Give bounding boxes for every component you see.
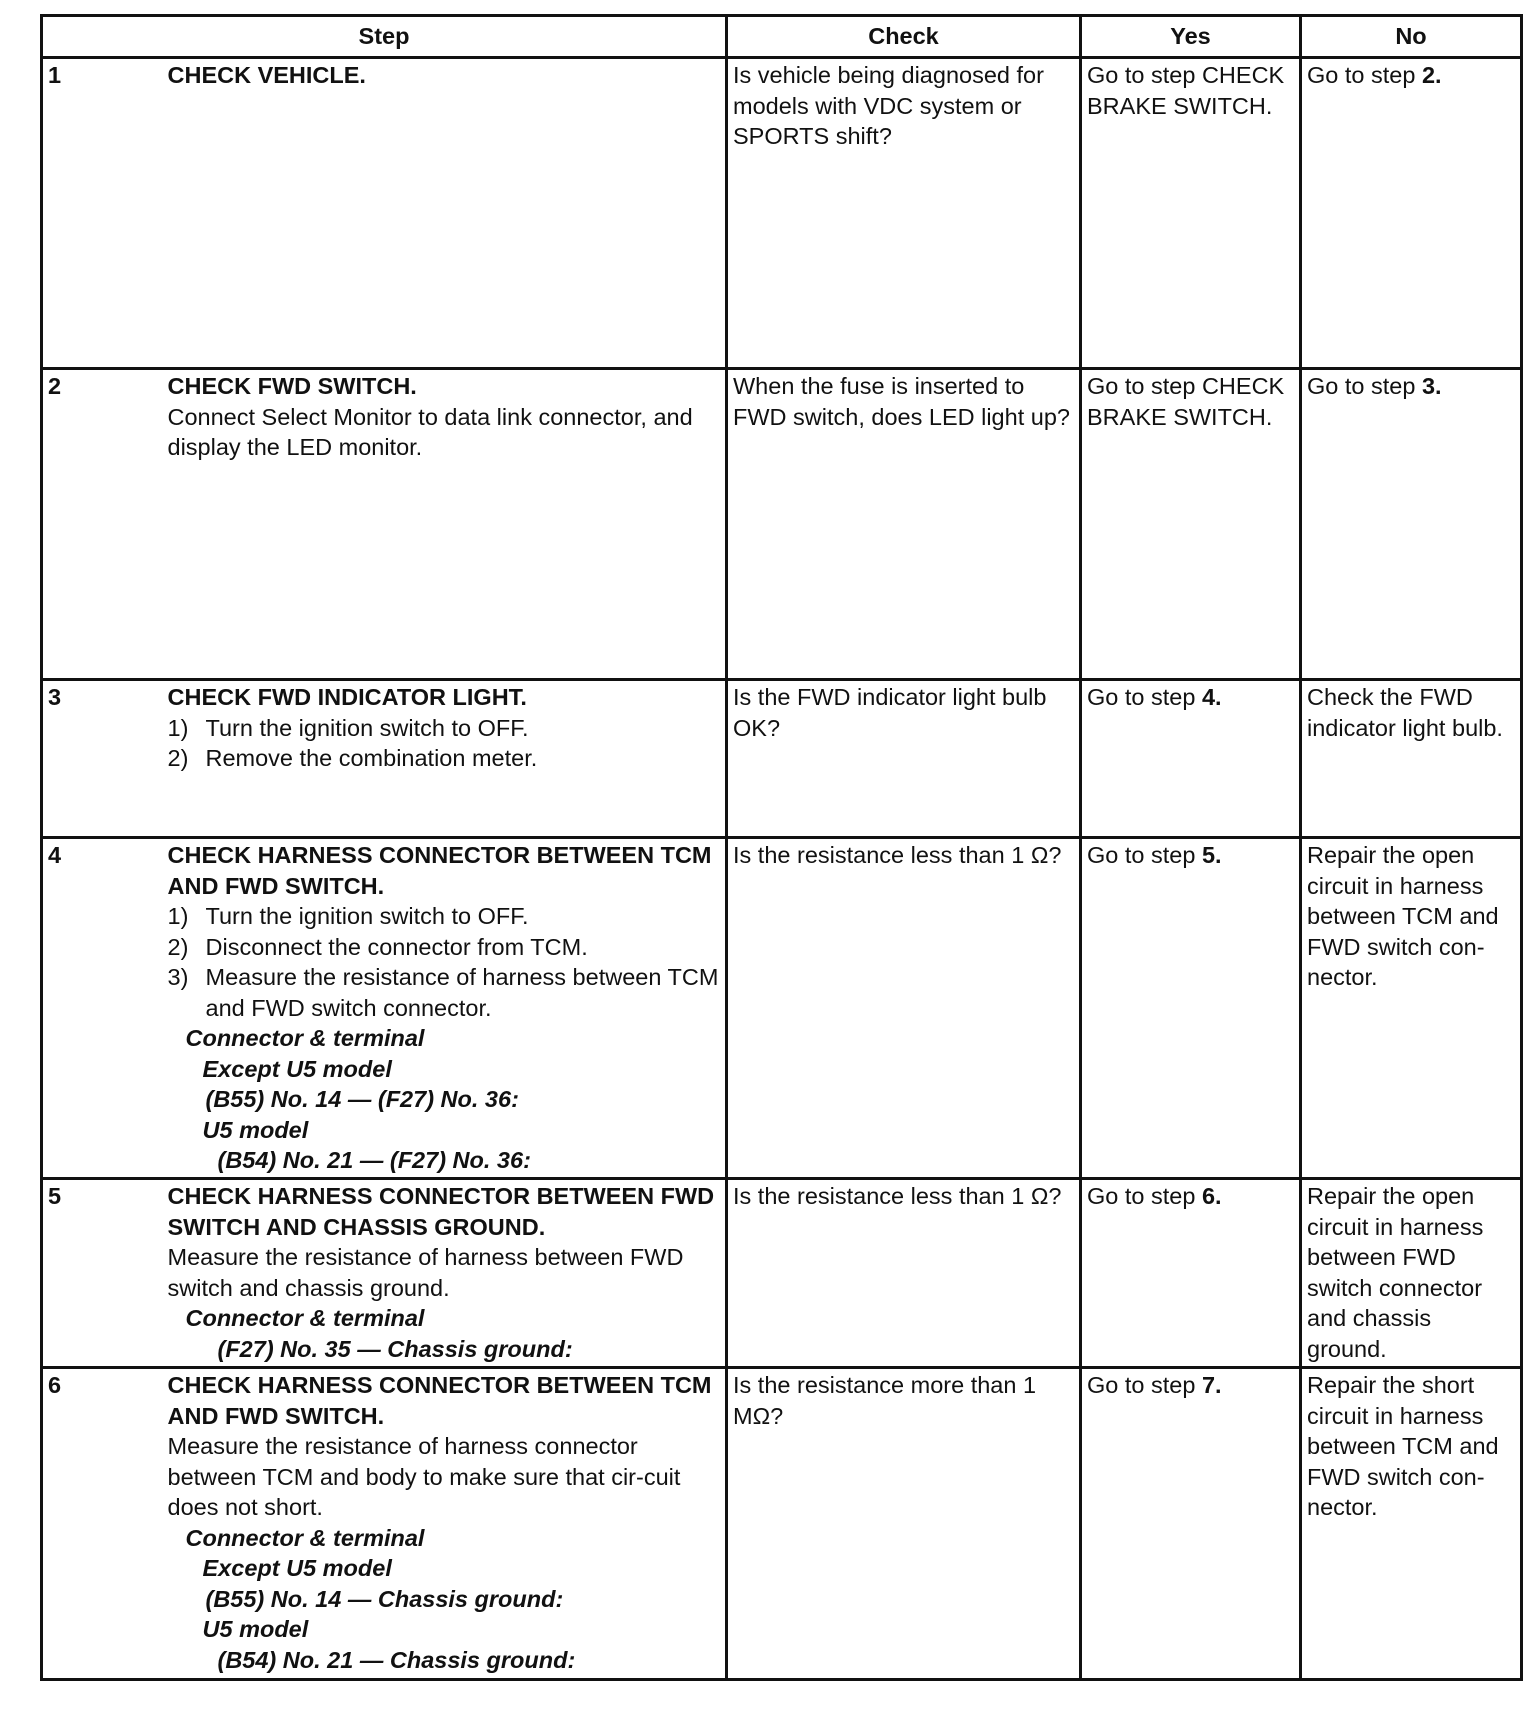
step-description	[163, 58, 727, 369]
model-label: U5 model	[202, 1616, 309, 1642]
step-title: CHECK VEHICLE.	[167, 62, 366, 88]
check-cell: Is the FWD indicator light bulb OK?	[727, 680, 1081, 838]
item-number: 1)	[167, 903, 189, 929]
no-text: Go to step	[1307, 62, 1422, 88]
no-cell: Repair the open circuit in harness between FWD switch connector and chassis ground.	[1301, 1179, 1522, 1368]
check-cell: Is the resistance less than 1 Ω?	[727, 838, 1081, 1179]
step-body: Measure the resistance of harness connector between TCM and body to make sure that cir-cuit does not short.	[167, 1433, 681, 1520]
step-row-4	[42, 838, 1522, 1179]
yes-cell	[1081, 838, 1301, 1179]
step-item	[168, 901, 721, 932]
yes-step-ref: 4	[1201, 684, 1216, 710]
step-item	[168, 713, 721, 744]
step-description	[163, 369, 727, 680]
step-number: 5	[42, 1179, 163, 1368]
yes-step-ref: 6	[1201, 1183, 1216, 1209]
no-suffix: .	[1435, 62, 1442, 88]
yes-cell: Go to step CHECK BRAKE SWITCH.	[1081, 369, 1301, 680]
yes-cell	[1081, 680, 1301, 838]
item-number: 2)	[167, 745, 189, 771]
model-label: Except U5 model	[202, 1555, 392, 1581]
model-label: Except U5 model	[202, 1055, 392, 1082]
yes-suffix: .	[1215, 684, 1222, 710]
step-description	[163, 838, 727, 1179]
step-item	[168, 932, 721, 963]
item-number: 3)	[167, 964, 189, 990]
yes-text: Go to step	[1087, 1183, 1202, 1209]
no-step-ref: 2	[1421, 62, 1436, 88]
yes-cell: Go to step CHECK BRAKE SWITCH.	[1081, 58, 1301, 369]
terminal-spec: (B54) No. 21 — Chassis ground:	[217, 1646, 576, 1673]
item-number: 2)	[167, 933, 189, 960]
yes-step-ref: 5	[1201, 842, 1216, 868]
step-title: CHECK FWD SWITCH.	[167, 373, 417, 399]
yes-text: Go to step	[1087, 684, 1202, 710]
item-text: Measure the resistance of harness between TCM and FWD switch connector.	[205, 964, 719, 1021]
step-description	[163, 1368, 727, 1680]
yes-text: Go to step	[1087, 1372, 1202, 1398]
no-cell	[1301, 369, 1522, 680]
step-number: 4	[42, 838, 163, 1179]
step-number: 3	[42, 680, 163, 838]
connector-terminal-label: Connector & terminal	[185, 1025, 425, 1051]
step-row-3	[42, 680, 1522, 838]
header-step: Step	[42, 16, 727, 58]
no-suffix: .	[1435, 373, 1442, 399]
step-number: 1	[42, 58, 163, 369]
step-number: 6	[42, 1368, 163, 1680]
step-description	[163, 680, 727, 838]
model-label: U5 model	[202, 1116, 309, 1143]
step-body: Connect Select Monitor to data link connector, and display the LED monitor.	[167, 403, 693, 460]
check-cell: Is the resistance more than 1 MΩ?	[727, 1368, 1081, 1680]
connector-terminal-label: Connector & terminal	[185, 1305, 425, 1331]
step-description	[163, 1179, 727, 1368]
yes-suffix: .	[1215, 1372, 1222, 1398]
step-title: CHECK HARNESS CONNECTOR BETWEEN FWD SWITCH AND CHASSIS GROUND.	[167, 1183, 715, 1240]
item-text: Turn the ignition switch to OFF.	[205, 714, 529, 741]
step-title: CHECK HARNESS CONNECTOR BETWEEN TCM AND FWD SWITCH.	[167, 842, 712, 899]
step-item	[168, 743, 721, 774]
step-row-2	[42, 369, 1522, 680]
no-cell: Repair the short circuit in harness between TCM and FWD switch con-nector.	[1301, 1368, 1522, 1680]
no-cell	[1301, 58, 1522, 369]
step-title: CHECK HARNESS CONNECTOR BETWEEN TCM AND FWD SWITCH.	[167, 1372, 712, 1429]
step-title: CHECK FWD INDICATOR LIGHT.	[167, 684, 527, 710]
yes-cell	[1081, 1179, 1301, 1368]
no-cell: Check the FWD indicator light bulb.	[1301, 680, 1522, 838]
step-row-6	[42, 1368, 1522, 1680]
terminal-spec: (B55) No. 14 — Chassis ground:	[205, 1585, 564, 1612]
check-cell: Is vehicle being diagnosed for models with VDC system or SPORTS shift?	[727, 58, 1081, 369]
yes-cell	[1081, 1368, 1301, 1680]
step-row-1	[42, 58, 1522, 369]
no-text: Go to step	[1307, 373, 1422, 399]
yes-text: Go to step	[1087, 842, 1202, 868]
yes-step-ref: 7	[1201, 1372, 1216, 1398]
header-check: Check	[727, 16, 1081, 58]
terminal-spec: (B55) No. 14 — (F27) No. 36:	[205, 1086, 519, 1112]
item-text: Turn the ignition switch to OFF.	[205, 903, 529, 929]
terminal-spec: (F27) No. 35 — Chassis ground:	[217, 1335, 573, 1362]
check-cell: When the fuse is inserted to FWD switch, does LED light up?	[727, 369, 1081, 680]
item-text: Disconnect the connector from TCM.	[205, 933, 588, 960]
header-row	[42, 16, 1522, 58]
item-number: 1)	[167, 714, 189, 741]
yes-suffix: .	[1215, 1183, 1222, 1209]
step-row-5	[42, 1179, 1522, 1368]
check-cell: Is the resistance less than 1 Ω?	[727, 1179, 1081, 1368]
step-item	[168, 962, 721, 1023]
connector-terminal-label: Connector & terminal	[185, 1524, 425, 1551]
diagnostic-table	[40, 14, 1523, 1681]
step-body: Measure the resistance of harness between FWD switch and chassis ground.	[167, 1244, 684, 1301]
terminal-spec: (B54) No. 21 — (F27) No. 36:	[217, 1147, 531, 1173]
header-yes: Yes	[1081, 16, 1301, 58]
no-step-ref: 3	[1421, 373, 1436, 399]
no-cell: Repair the open circuit in harness between TCM and FWD switch con-nector.	[1301, 838, 1522, 1179]
header-no: No	[1301, 16, 1522, 58]
yes-suffix: .	[1215, 842, 1222, 868]
item-text: Remove the combination meter.	[205, 745, 538, 771]
step-number: 2	[42, 369, 163, 680]
